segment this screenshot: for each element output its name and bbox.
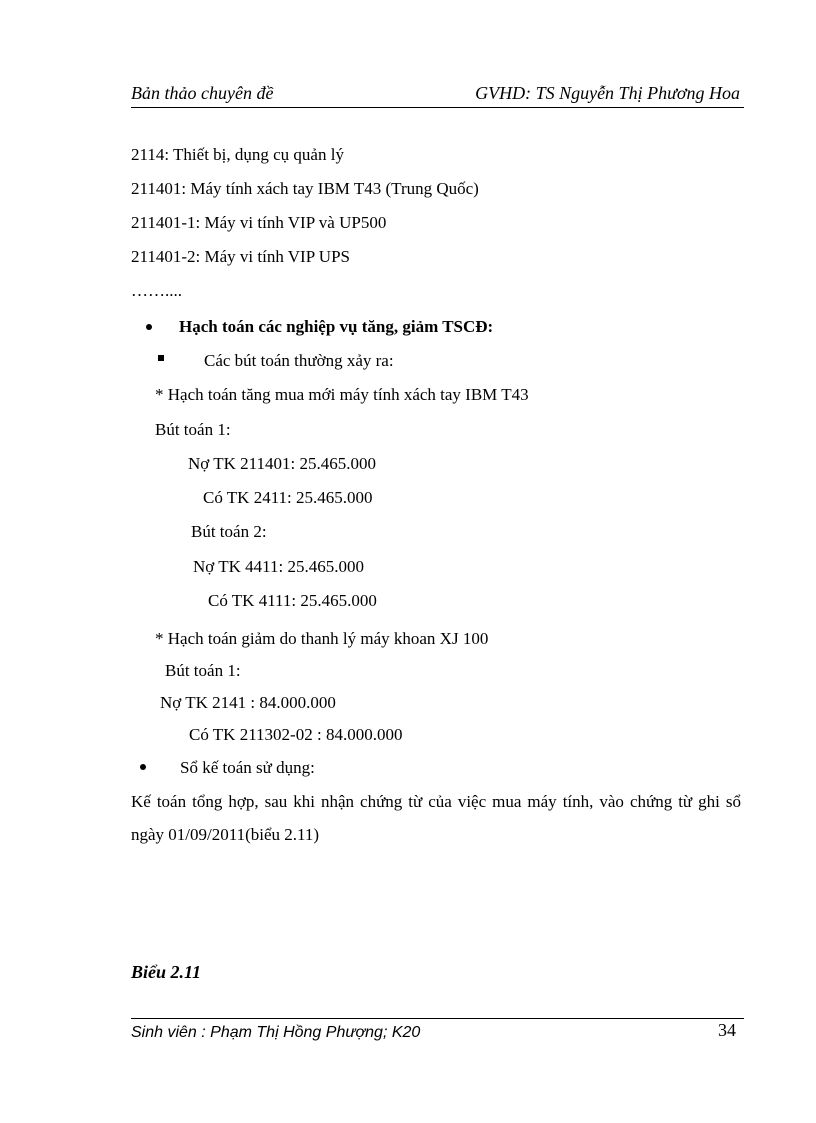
table-caption: Biểu 2.11 — [131, 962, 202, 982]
bullet-square-icon — [158, 355, 164, 361]
subheading-entries: Các bút toán thường xảy ra: — [204, 351, 394, 370]
entry-label-1: Bút toán 1: — [155, 420, 231, 439]
page-number: 34 — [718, 1020, 736, 1040]
entry-label-3: Bút toán 1: — [165, 661, 241, 680]
case-decrease: * Hạch toán giảm do thanh lý máy khoan XJ 100 — [155, 629, 489, 648]
footer-student: Sinh viên : Phạm Thị Hồng Phượng; K20 — [131, 1024, 421, 1041]
credit-4111: Có TK 4111: 25.465.000 — [208, 591, 377, 610]
credit-211302-02: Có TK 211302-02 : 84.000.000 — [189, 725, 403, 744]
credit-2411: Có TK 2411: 25.465.000 — [203, 488, 373, 507]
header-right-advisor: GVHD: TS Nguyễn Thị Phương Hoa — [475, 83, 740, 103]
summary-paragraph: Kế toán tổng hợp, sau khi nhận chứng từ của việc mua máy tính, vào chứng từ ghi sổ ngày 01/09/2011(biểu 2.11) — [131, 792, 741, 844]
header-left-title: Bản thảo chuyên đề — [131, 83, 274, 103]
debit-4411: Nợ TK 4411: 25.465.000 — [193, 557, 364, 576]
account-line-211401-2: 211401-2: Máy vi tính VIP UPS — [131, 247, 350, 266]
section-heading-tscd: Hạch toán các nghiệp vụ tăng, giảm TSCĐ: — [179, 317, 494, 336]
bullet-dot-icon — [146, 324, 152, 330]
bullet-dot-icon — [140, 764, 146, 770]
account-line-211401-1: 211401-1: Máy vi tính VIP và UP500 — [131, 213, 387, 232]
debit-211401: Nợ TK 211401: 25.465.000 — [188, 454, 376, 473]
header-rule — [131, 107, 744, 108]
ellipsis-line: …….... — [131, 281, 182, 300]
account-line-211401: 211401: Máy tính xách tay IBM T43 (Trung Quốc) — [131, 179, 479, 198]
footer-rule — [131, 1018, 744, 1019]
entry-label-2: Bút toán 2: — [191, 522, 267, 541]
account-line-2114: 2114: Thiết bị, dụng cụ quản lý — [131, 145, 344, 164]
case-increase: * Hạch toán tăng mua mới máy tính xách tay IBM T43 — [155, 385, 529, 404]
section-heading-ledger: Sổ kế toán sử dụng: — [180, 758, 315, 777]
debit-2141: Nợ TK 2141 : 84.000.000 — [160, 693, 336, 712]
